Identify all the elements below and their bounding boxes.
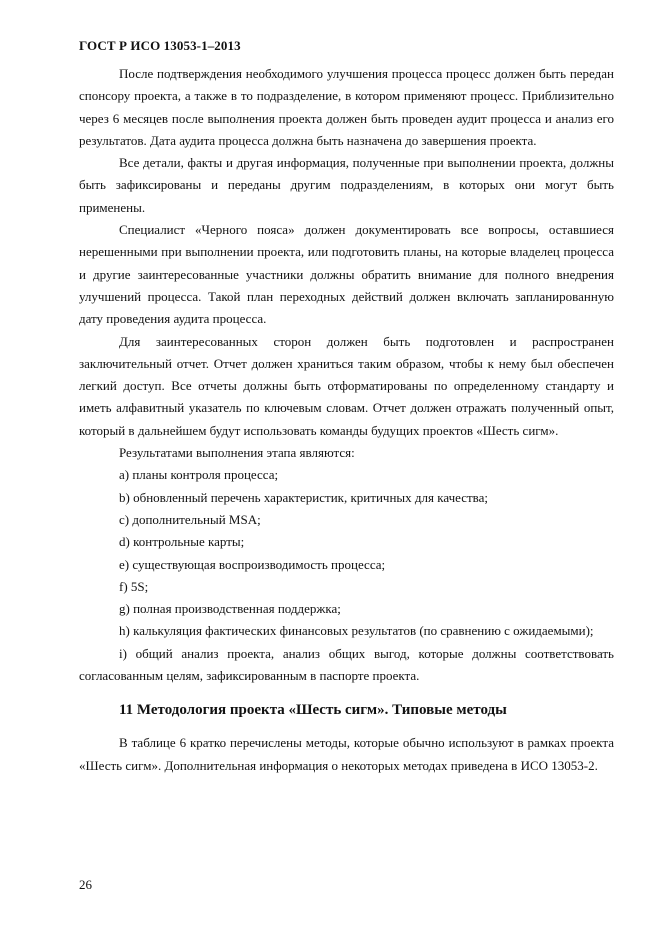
list-item: h) калькуляция фактических финансовых результатов (по сравнению с ожидаемыми);: [119, 623, 594, 639]
page-content: [79, 63, 614, 777]
list-item: a) планы контроля процесса;: [119, 467, 279, 483]
list-item: b) обновленный перечень характеристик, критичных для качества;: [119, 489, 489, 505]
list-item: g) полная производственная поддержка;: [119, 601, 341, 617]
paragraph-section-intro: В таблице 6 кратко перечислены методы, которые обычно используют в рамках проекта «Шесть сигм». Дополнительная информация о некоторых методах приведена в ИСО 13053-2.: [79, 735, 614, 773]
paragraph-black-belt: Специалист «Черного пояса» должен документировать все вопросы, оставшиеся нерешенными при выполнении проекта, или подготовить планы, на которые владелец процесса и другие заинтересованные участники должны обратить внимание для полного внедрения улучшений процесса. Такой план переходных действий должен включать запланированную дату проведения аудита процесса.: [79, 222, 614, 327]
page-number: 26: [79, 877, 92, 892]
results-list: [79, 464, 614, 687]
paragraph-details-recording: Все детали, факты и другая информация, полученные при выполнении проекта, должны быть зафиксированы и переданы другим подразделениям, в которых они могут быть применены.: [79, 155, 614, 215]
paragraph-results-intro: Результатами выполнения этапа являются:: [119, 445, 355, 461]
list-item: d) контрольные карты;: [119, 534, 245, 550]
paragraph-final-report: Для заинтересованных сторон должен быть подготовлен и распространен заключительный отчет. Отчет должен храниться таким образом, чтобы к нему был обеспечен легкий доступ. Все отчеты должны быть отформатированы по определенному стандарту и иметь алфавитный указатель по ключевым словам. Отчет должен отражать полученный опыт, который в дальнейшем будут использовать команды будущих проектов «Шесть сигм».: [79, 333, 614, 438]
section-heading: 11 Методология проекта «Шесть сигм». Типовые методы: [119, 702, 507, 719]
document-header: ГОСТ Р ИСО 13053-1–2013: [79, 38, 241, 53]
list-item: f) 5S;: [119, 578, 149, 594]
list-item: c) дополнительный MSA;: [119, 511, 261, 527]
paragraph-process-handover: После подтверждения необходимого улучшения процесса процесс должен быть передан спонсору проекта, а также в то подразделение, в котором применяют процесс. Приблизительно через 6 месяцев после выполнения проекта должен быть проведен аудит процесса и анализ его результатов. Дата аудита процесса должна быть назначена до завершения проекта.: [79, 66, 614, 148]
list-item: i) общий анализ проекта, анализ общих выгод, которые должны соответствовать согласованным целям, зафиксированным в паспорте проекта.: [79, 645, 614, 684]
list-item: e) существующая воспроизводимость процесса;: [119, 556, 386, 572]
